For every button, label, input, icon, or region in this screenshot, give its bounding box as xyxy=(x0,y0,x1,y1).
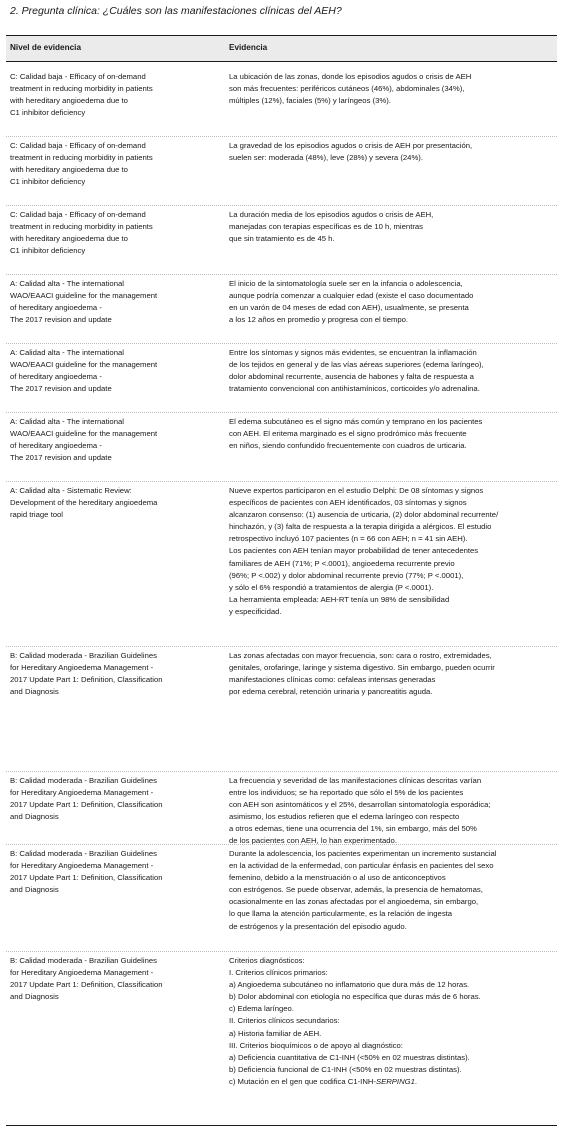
text-line: C: Calidad baja - Efficacy of on-demand xyxy=(10,72,146,81)
text-line: with hereditary angioedema due to xyxy=(10,165,128,175)
text-line: C: Calidad baja - Efficacy of on-demand xyxy=(10,141,146,150)
text-line: Development of the hereditary angioedema xyxy=(10,498,158,508)
evidence-level xyxy=(10,955,163,1003)
text-line: c) Edema laríngeo. xyxy=(229,1004,294,1014)
evidence-text xyxy=(229,140,472,164)
text-line: en un varón de 04 meses de edad con AEH), usualmente, se presenta xyxy=(229,303,469,313)
evidence-level xyxy=(10,848,163,896)
text-line: A: Calidad alta - Sistematic Review: xyxy=(10,486,132,495)
text-line: de los tejidos en general y de las vías aéreas superiores (edema laríngeo), xyxy=(229,360,484,370)
text-line: and Diagnosis xyxy=(10,992,59,1002)
text-line: treatment in reducing morbidity in patients xyxy=(10,153,153,163)
text-line: a) Angioedema subcutáneo no inflamatorio que dura más de 12 horas. xyxy=(229,980,470,990)
text-line: Nueve expertos participaron en el estudio Delphi: De 08 síntomas y signos xyxy=(229,486,484,495)
text-line: a los 12 años en promedio y progresa con el tiempo. xyxy=(229,315,409,325)
text-line: B: Calidad moderada - Brazilian Guidelines xyxy=(10,956,157,965)
text-line: C: Calidad baja - Efficacy of on-demand xyxy=(10,210,146,219)
text-line: A: Calidad alta - The international xyxy=(10,417,124,426)
text-line: a) Historia familiar de AEH. xyxy=(229,1028,322,1038)
text-line: for Hereditary Angioedema Management - xyxy=(10,968,154,978)
text-line: for Hereditary Angioedema Management - xyxy=(10,663,154,673)
text-line: en niños, siendo confundido frecuentemente con cuadros de urticaria. xyxy=(229,441,467,451)
text-line: WAO/EAACI guideline for the management xyxy=(10,429,158,439)
evidence-text xyxy=(229,209,433,245)
text-line: con estrógenos. Se puede observar, además, la presencia de hematomas, xyxy=(229,885,483,895)
text-line: The 2017 revision and update xyxy=(10,384,112,394)
text-line: de los pacientes con AEH, lo han experimentado. xyxy=(229,836,397,846)
text-line: ocasionalmente en las zonas afectadas por el angioedema, sin embargo, xyxy=(229,897,479,907)
text-line: lo que llama la atención particularmente, es la relación de ingesta xyxy=(229,909,453,919)
text-line: El edema subcutáneo es el signo más común y temprano en los pacientes xyxy=(229,417,483,426)
table-header xyxy=(6,36,557,61)
table-header-rule xyxy=(6,61,557,62)
text-line: La duración media de los episodios agudos o crisis de AEH, xyxy=(229,210,434,219)
text-line: of hereditary angioedema - xyxy=(10,441,102,451)
text-line: 2017 Update Part 1: Definition, Classification xyxy=(10,980,163,990)
text-line: B: Calidad moderada - Brazilian Guidelines xyxy=(10,776,157,785)
evidence-text xyxy=(229,650,495,698)
column-header-evidence: Evidencia xyxy=(229,43,268,52)
text-line: I. Criterios clínicos primarios: xyxy=(229,968,328,978)
text-line: a) Deficiencia cuantitativa de C1-INH (<50% en 02 muestras distintas). xyxy=(229,1052,470,1062)
text-line: The 2017 revision and update xyxy=(10,453,112,463)
evidence-text xyxy=(229,278,473,326)
evidence-text xyxy=(229,775,491,848)
text-line: manifestaciones clínicas como: cefaleas intensas generadas xyxy=(229,675,436,685)
text-line: A: Calidad alta - The international xyxy=(10,348,124,357)
text-line: 2017 Update Part 1: Definition, Classification xyxy=(10,675,163,685)
text-line: The 2017 revision and update xyxy=(10,315,112,325)
text-line: y especificidad. xyxy=(229,606,282,616)
row-separator xyxy=(6,646,557,647)
text-line: suelen ser: moderada (48%), leve (28%) y severa (24%). xyxy=(229,153,423,163)
table-bottom-rule xyxy=(6,1125,557,1126)
text-line: with hereditary angioedema due to xyxy=(10,234,128,244)
page-title: 2. Pregunta clínica: ¿Cuáles son las manifestaciones clínicas del AEH? xyxy=(10,5,342,17)
evidence-text xyxy=(229,485,498,618)
text-line: for Hereditary Angioedema Management - xyxy=(10,861,154,871)
row-separator xyxy=(6,844,557,845)
text-line: Durante la adolescencia, los pacientes experimentan un incremento sustancial xyxy=(229,849,497,858)
text-line: con AEH son asintomáticos y el 25%, desarrollan sintomatología esporádica; xyxy=(229,800,491,810)
text-line: por edema cerebral, retención urinaria y pancreatitis aguda. xyxy=(229,687,433,697)
evidence-level xyxy=(10,485,157,521)
evidence-level xyxy=(10,140,153,188)
evidence-text xyxy=(229,71,471,107)
text-line: treatment in reducing morbidity in patients xyxy=(10,84,153,94)
text-line: WAO/EAACI guideline for the management xyxy=(10,360,158,370)
column-header-level: Nivel de evidencia xyxy=(10,43,81,52)
text-line: b) Dolor abdominal con etiología no específica que duras más de 6 horas. xyxy=(229,992,481,1002)
row-separator xyxy=(6,481,557,482)
evidence-level xyxy=(10,347,157,395)
text-line: a otros edemas, tiene una ocurrencia del 1%, sin embargo, más del 50% xyxy=(229,824,477,834)
text-line: Entre los síntomas y signos más evidentes, se encuentran la inflamación xyxy=(229,348,477,357)
text-line: 2017 Update Part 1: Definition, Classification xyxy=(10,873,163,883)
text-line: treatment in reducing morbidity in patients xyxy=(10,222,153,232)
evidence-level xyxy=(10,71,153,119)
text-line: of hereditary angioedema - xyxy=(10,372,102,382)
text-line: rapid triage tool xyxy=(10,510,63,520)
text-line: familiares de AEH (71%; P <.0001), angioedema recurrente previo xyxy=(229,558,455,568)
text-line: manejadas con terapias específicas es de 10 h, mientras xyxy=(229,222,424,232)
evidence-level xyxy=(10,775,163,823)
text-line: with hereditary angioedema due to xyxy=(10,96,128,106)
text-line: genitales, orofaringe, laringe y sistema digestivo. Sin embargo, pueden ocurrir xyxy=(229,663,495,673)
text-line: La ubicación de las zonas, donde los episodios agudos o crisis de AEH xyxy=(229,72,472,81)
text-line: hinchazón, y (3) falta de respuesta a la terapia dirigida a alérgicos. El estudio xyxy=(229,522,492,532)
evidence-level xyxy=(10,278,157,326)
text-line: asimismo, los estudios refieren que el edema laríngeo con respecto xyxy=(229,812,460,822)
text-line: múltiples (12%), faciales (5%) y laríngeos (3%). xyxy=(229,96,391,106)
evidence-text xyxy=(229,955,481,1088)
text-line: WAO/EAACI guideline for the management xyxy=(10,291,158,301)
text-line: La herramienta empleada: AEH-RT tenía un 98% de sensibilidad xyxy=(229,594,450,604)
evidence-text xyxy=(229,416,482,452)
text-line: retrospectivo incluyó 107 pacientes (n = 66 con AEH; n = 41 sin AEH). xyxy=(229,534,468,544)
row-separator xyxy=(6,951,557,952)
text-line: A: Calidad alta - The international xyxy=(10,279,124,288)
evidence-level xyxy=(10,209,153,257)
text-line: C1 inhibitor deficiency xyxy=(10,177,86,187)
text-line: dolor abdominal recurrente, ausencia de habones y falta de respuesta a xyxy=(229,372,474,382)
text-line: que sin tratamiento es de 45 h. xyxy=(229,234,335,244)
text-line: Los pacientes con AEH tenían mayor probabilidad de tener antecedentes xyxy=(229,546,479,556)
text-line: Criterios diagnósticos: xyxy=(229,956,305,965)
text-line: of hereditary angioedema - xyxy=(10,303,102,313)
text-line: 2017 Update Part 1: Definition, Classification xyxy=(10,800,163,810)
text-line: El inicio de la sintomatología suele ser en la infancia o adolescencia, xyxy=(229,279,463,288)
row-separator xyxy=(6,343,557,344)
evidence-text xyxy=(229,347,484,395)
row-separator xyxy=(6,205,557,206)
text-line: B: Calidad moderada - Brazilian Guidelines xyxy=(10,651,157,660)
evidence-level xyxy=(10,416,157,464)
text-line: entre los individuos; se ha reportado que sólo el 5% de los pacientes xyxy=(229,788,464,798)
text-line: alcanzaron consenso: (1) ausencia de urticaria, (2) dolor abdominal recurrente/ xyxy=(229,510,499,520)
text-line: aunque podría comenzar a cualquier edad (existe el caso documentado xyxy=(229,291,474,301)
text-line: La gravedad de los episodios agudos o crisis de AEH por presentación, xyxy=(229,141,473,150)
text-line: and Diagnosis xyxy=(10,885,59,895)
row-separator xyxy=(6,412,557,413)
text-line: C1 inhibitor deficiency xyxy=(10,246,86,256)
text-line: and Diagnosis xyxy=(10,812,59,822)
text-line: La frecuencia y severidad de las manifestaciones clínicas descritas varían xyxy=(229,776,482,785)
text-line: II. Criterios clínicos secundarios: xyxy=(229,1016,340,1026)
text-line: y sólo el 6% respondió a tratamientos de alergia (P <.0001). xyxy=(229,582,434,592)
text-line: and Diagnosis xyxy=(10,687,59,697)
text-line: Las zonas afectadas con mayor frecuencia, son: cara o rostro, extremidades, xyxy=(229,651,492,660)
text-line: de estrógenos y la presentación del episodio agudo. xyxy=(229,921,407,931)
text-line: con AEH. El eritema marginado es el signo prodrómico más frecuente xyxy=(229,429,467,439)
text-line: femenino, debido a la menstruación o al uso de anticonceptivos xyxy=(229,873,446,883)
text-line: b) Deficiencia funcional de C1-INH (<50% en 02 muestras distintas). xyxy=(229,1064,462,1074)
evidence-level xyxy=(10,650,163,698)
evidence-text xyxy=(229,848,497,933)
text-line: B: Calidad moderada - Brazilian Guidelines xyxy=(10,849,157,858)
text-line: tratamiento convencional con antihistamínicos, corticoides y/o adrenalina. xyxy=(229,384,480,394)
text-line: for Hereditary Angioedema Management - xyxy=(10,788,154,798)
text-line: específicos de pacientes con AEH identificados, 03 síntomas y signos xyxy=(229,498,467,508)
row-separator xyxy=(6,274,557,275)
row-separator xyxy=(6,771,557,772)
text-line: en la actividad de la enfermedad, con particular énfasis en pacientes del sexo xyxy=(229,861,494,871)
text-line: son más frecuentes: periféricos cutáneos (46%), abdominales (34%), xyxy=(229,84,465,94)
text-line: (96%; P <.002) y dolor abdominal recurrente previo (77%; P <.0001), xyxy=(229,570,464,580)
text-line: C1 inhibitor deficiency xyxy=(10,108,86,118)
text-line: III. Criterios bioquímicos o de apoyo al diagnóstico: xyxy=(229,1040,403,1050)
row-separator xyxy=(6,136,557,137)
text-line: c) Mutación en el gen que codifica C1-INH-SERPING1. xyxy=(229,1076,418,1086)
